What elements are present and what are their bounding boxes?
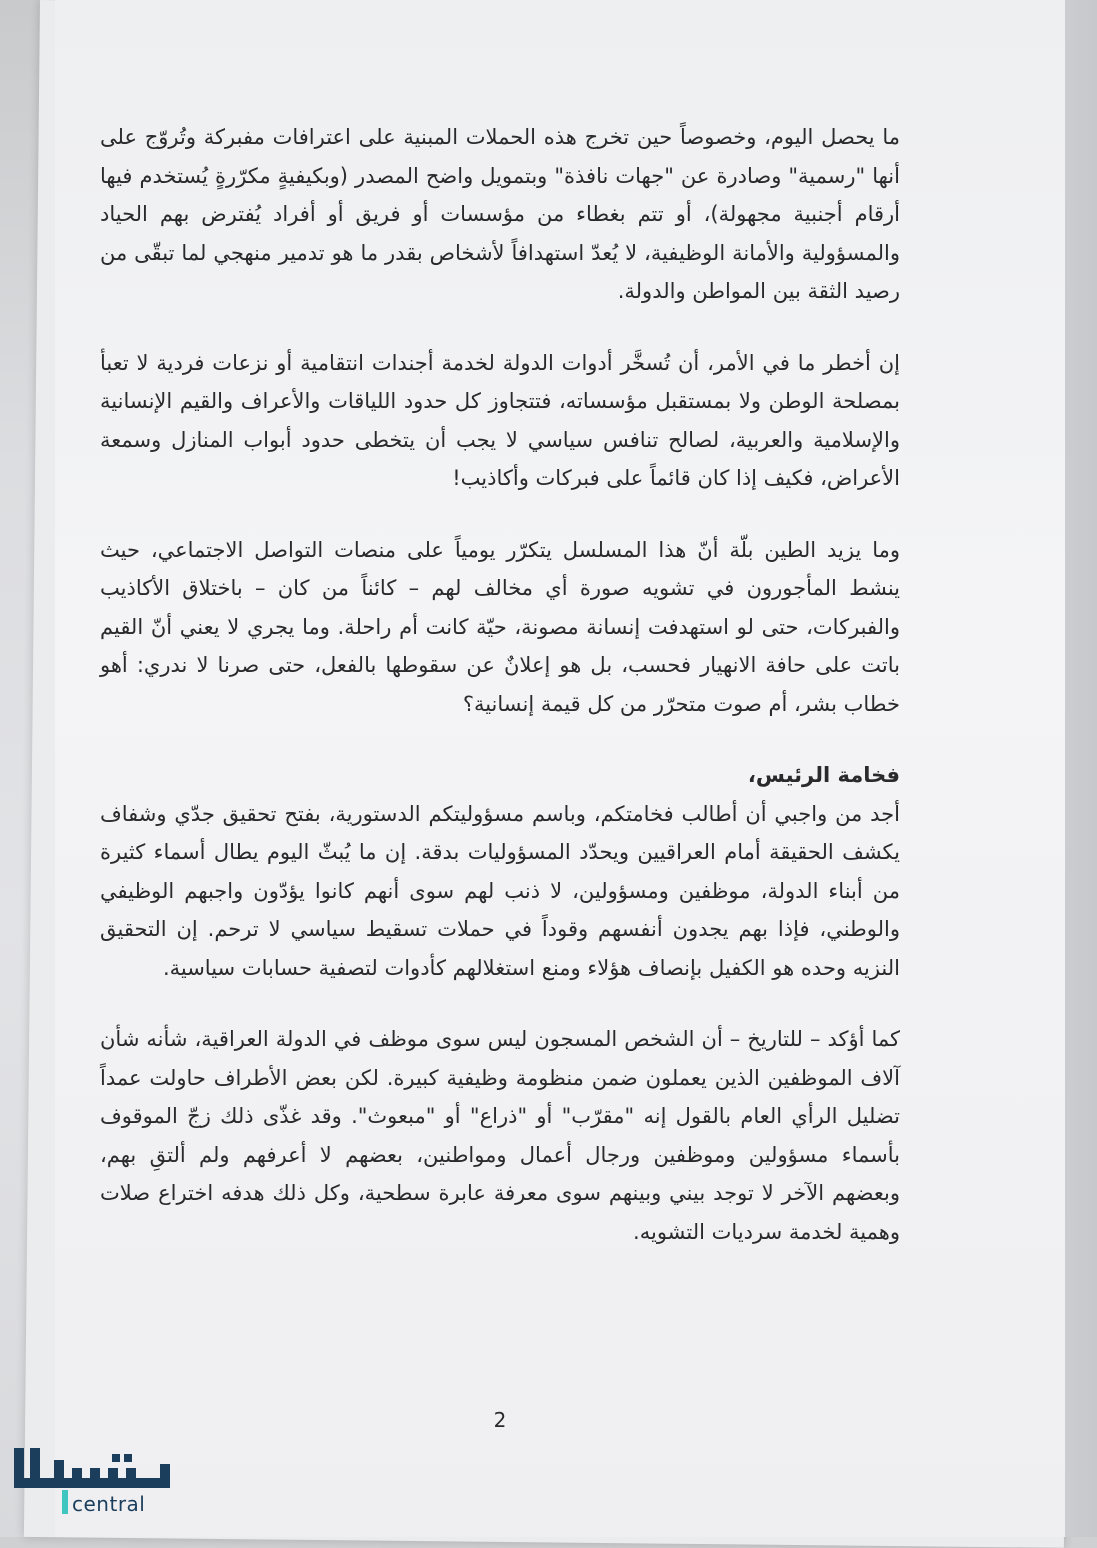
salutation-heading: فخامة الرئيس، xyxy=(747,763,900,787)
paragraph-2: إن أخطر ما في الأمر، أن تُسخَّر أدوات الدولة لخدمة أجندات انتقامية أو نزعات فردية لا تعبأ بمصلحة الوطن ولا بمستقبل مؤسساته، فتتجاوز كل حدود اللياقات والأعراف والقيم الإنسانية والإسلامية والعربية، لصالح تنافس سياسي لا يجب أن يتخطى حدود أبواب المنازل وسمعة الأعراض، فكيف إذا كان قائماً على فبركات وأكاذيب! xyxy=(100,350,900,490)
paragraph-3: وما يزيد الطين بلّة أنّ هذا المسلسل يتكرّر يومياً على منصات التواصل الاجتماعي، حيث ينشط المأجورون في تشويه صورة أي مخالف لهم – كائناً من كان – باختلاق الأكاذيب والفبركات، حتى لو استهدفت إنسانة مصونة، حيّة كانت أم راحلة. وما يجري لا يعني أنّ القيم باتت على حافة الانهيار فحسب، بل هو إعلانٌ عن سقوطها بالفعل، حتى صرنا لا ندري: أهو خطاب بشر، أم صوت متحرّر من كل قيمة إنسانية؟ xyxy=(100,537,900,716)
logo-wordmark: central xyxy=(72,1492,146,1516)
letter-body xyxy=(100,118,900,1284)
central-logo xyxy=(10,1446,175,1518)
paragraph-1: ما يحصل اليوم، وخصوصاً حين تخرج هذه الحملات المبنية على اعترافات مفبركة وتُروّج على أنها "رسمية" وصادرة عن "جهات نافذة" وبتمويل واضح المصدر (وبكيفيةٍ مكرّرةٍ يُستخدم فيها أرقام أجنبية مجهولة)، أو تتم بغطاء من مؤسسات أو فريق أو أفراد يُفترض بهم الحياد والمسؤولية والأمانة الوظيفية، لا يُعدّ استهدافاً لأشخاص بقدر ما هو تدمير منهجي لما تبقّى من رصيد الثقة بين المواطن والدولة. xyxy=(100,125,900,303)
page-number: 2 xyxy=(493,1408,507,1432)
paragraph-4: أجد من واجبي أن أطالب فخامتكم، وباسم مسؤوليتكم الدستورية، بفتح تحقيق جدّي وشفاف يكشف الحقيقة أمام العراقيين ويحدّد المسؤوليات بدقة. إن ما يُبثّ اليوم يطال أسماء كثيرة من أبناء الدولة، موظفين ومسؤولين، لا ذنب لهم سوى أنهم كانوا يؤدّون واجبهم الوظيفي والوطني، فإذا بهم يجدون أنفسهم وقوداً في حملات تسقيط سياسي لا ترحم. إن التحقيق النزيه وحده هو الكفيل بإنصاف هؤلاء ومنع استغلالهم كأدوات لتصفية حسابات سياسية. xyxy=(100,801,900,980)
paragraph-5: كما أؤكد – للتاريخ – أن الشخص المسجون ليس سوى موظف في الدولة العراقية، شأنه شأن آلاف الموظفين الذين يعملون ضمن منظومة وظيفية كبيرة. لكن بعض الأطراف حاولت عمداً تضليل الرأي العام بالقول إنه "مقرّب" أو "ذراع" أو "مبعوث". وقد غذّى ذلك زجّ الموقوف بأسماء مسؤولين وموظفين ورجال أعمال ومواطنين، بعضهم لا أعرفهم ولم ألتقِ بهم، وبعضهم الآخر لا توجد بيني وبينهم سوى معرفة عابرة سطحية، وكل ذلك هدفه اختراع صلات وهمية لخدمة سرديات التشويه. xyxy=(100,1027,900,1244)
